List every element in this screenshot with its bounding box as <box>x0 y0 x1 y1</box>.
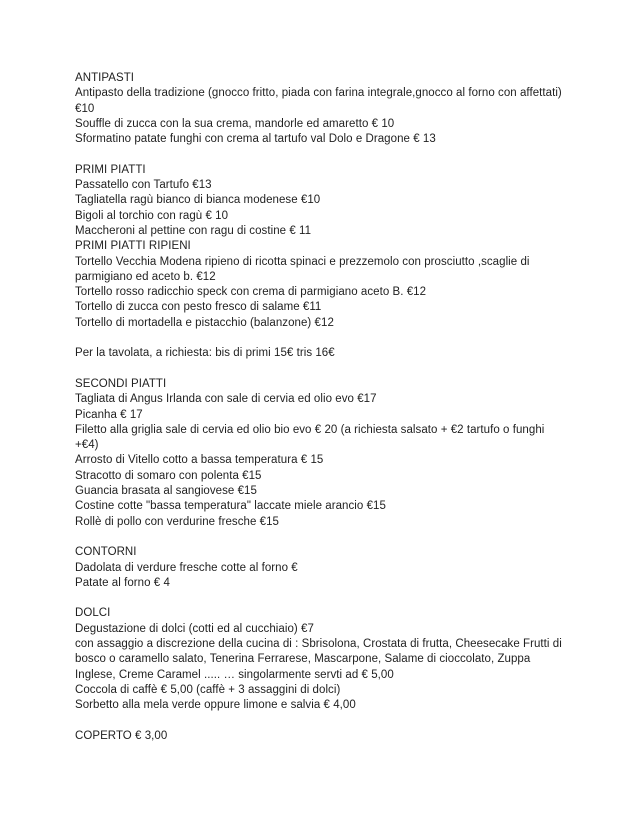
menu-line: Bigoli al torchio con ragù € 10 <box>75 209 229 222</box>
menu-line: Inglese, Creme Caramel ..... … singolarmente servti ad € 5,00 <box>75 668 394 681</box>
menu-line: CONTORNI <box>75 546 137 559</box>
menu-line: COPERTO € 3,00 <box>75 729 168 742</box>
menu-line: ANTIPASTI <box>75 72 135 84</box>
menu-line: Per la tavolata, a richiesta: bis di primi 15€ tris 16€ <box>75 347 335 360</box>
menu-line: Guancia brasata al sangiovese €15 <box>75 485 257 498</box>
menu-document <box>75 71 565 744</box>
menu-line: Stracotto di somaro con polenta €15 <box>75 469 262 482</box>
section-dolci <box>75 606 565 713</box>
menu-line: Sformatino patate funghi con crema al tartufo val Dolo e Dragone € 13 <box>75 133 436 146</box>
menu-line: DOLCI <box>75 607 111 620</box>
menu-line: Coccola di caffè € 5,00 (caffè + 3 assaggini di dolci) <box>75 683 341 696</box>
menu-line: PRIMI PIATTI RIPIENI <box>75 240 191 253</box>
menu-line: Maccheroni al pettine con ragu di costine € 11 <box>75 224 312 237</box>
menu-line: +€4) <box>75 439 99 452</box>
section-tavolata-note <box>75 346 565 361</box>
menu-line: Antipasto della tradizione (gnocco fritto, piada con farina integrale,gnocco al forno con affettati) <box>75 87 562 100</box>
menu-line: SECONDI PIATTI <box>75 377 167 390</box>
menu-line: Costine cotte "bassa temperatura" laccate miele arancio €15 <box>75 500 386 513</box>
section-primi-piatti <box>75 163 565 331</box>
menu-line: Tortello di mortadella e pistacchio (balanzone) €12 <box>75 316 334 329</box>
menu-line: Souffle di zucca con la sua crema, mandorle ed amaretto € 10 <box>75 117 395 130</box>
menu-line: €10 <box>75 102 95 115</box>
menu-line: parmigiano ed aceto b. €12 <box>75 270 216 283</box>
menu-line: con assaggio a discrezione della cucina di : Sbrisolona, Crostata di frutta, Cheesecake Frutti di <box>75 637 562 650</box>
menu-line: Tagliatella ragù bianco di bianca modenese €10 <box>75 194 321 207</box>
menu-line: Passatello con Tartufo €13 <box>75 179 212 192</box>
menu-line: Sorbetto alla mela verde oppure limone e salvia € 4,00 <box>75 699 356 712</box>
section-antipasti <box>75 71 565 147</box>
menu-line: Patate al forno € 4 <box>75 576 170 589</box>
menu-line: Tortello di zucca con pesto fresco di salame €11 <box>75 301 322 314</box>
menu-line: Degustazione di dolci (cotti ed al cucchiaio) €7 <box>75 622 314 635</box>
section-secondi-piatti <box>75 377 565 530</box>
menu-line: Tagliata di Angus Irlanda con sale di cervia ed olio evo €17 <box>75 393 377 406</box>
menu-line: Tortello rosso radicchio speck con crema di parmigiano aceto B. €12 <box>75 286 427 299</box>
menu-line: Rollè di pollo con verdurine fresche €15 <box>75 515 280 528</box>
menu-line: PRIMI PIATTI <box>75 163 146 176</box>
section-contorni <box>75 545 565 591</box>
section-coperto <box>75 729 565 744</box>
menu-line: Arrosto di Vitello cotto a bassa temperatura € 15 <box>75 454 324 467</box>
menu-line: Filetto alla griglia sale di cervia ed olio bio evo € 20 (a richiesta salsato + €2 tartufo o funghi <box>75 423 545 436</box>
menu-line: Tortello Vecchia Modena ripieno di ricotta spinaci e prezzemolo con prosciutto ,scaglie di <box>75 255 530 268</box>
menu-line: bosco o caramello salato, Tenerina Ferrarese, Mascarpone, Salame di cioccolato, Zuppa <box>75 653 531 666</box>
menu-line: Picanha € 17 <box>75 408 143 421</box>
menu-line: Dadolata di verdure fresche cotte al forno € <box>75 561 298 574</box>
